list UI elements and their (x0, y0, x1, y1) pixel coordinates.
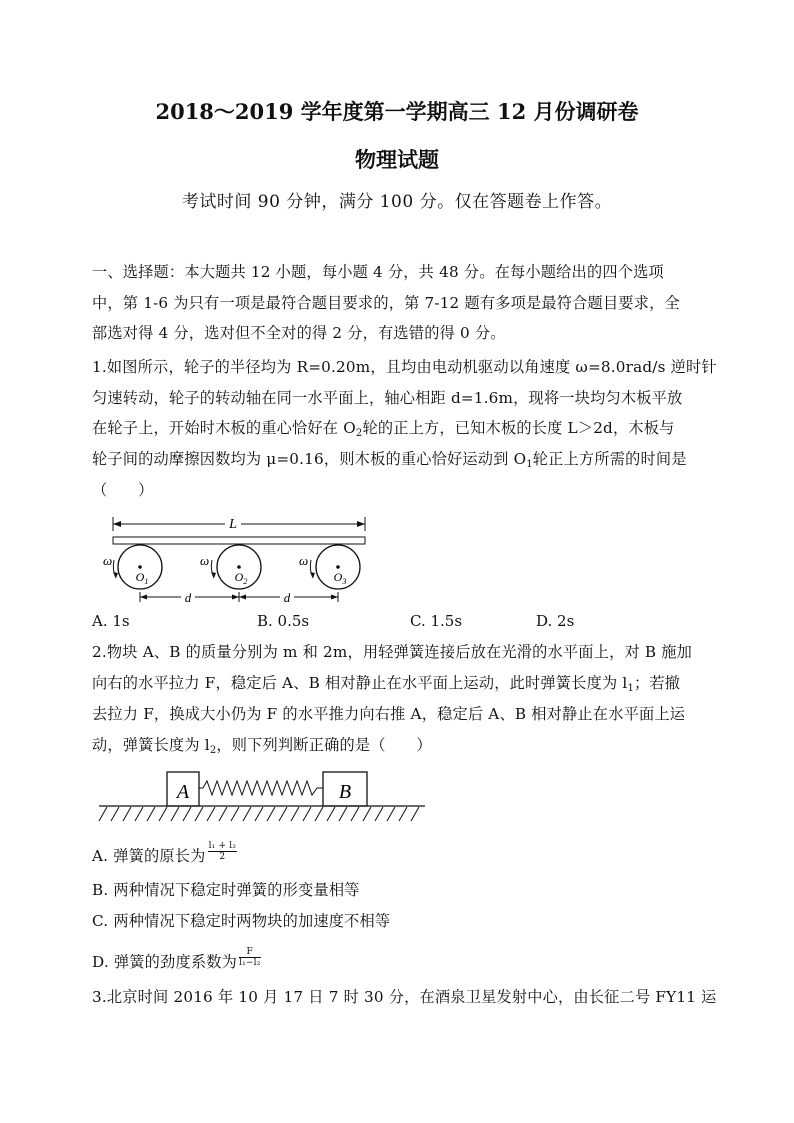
q2-option-a: A. 弹簧的原长为 $\frac{\text{l₁ + l₂}}{2}$ (92, 840, 237, 865)
exam-instructions: 考试时间 90 分钟，满分 100 分。仅在答题卷上作答。 (181, 192, 613, 212)
q2-option-d-fraction: $\frac{F}{\text{l₁−l₂}}$ (239, 946, 261, 968)
length-label: L (229, 517, 237, 532)
block-b-label: B (338, 781, 352, 803)
q1-option-d: D. 2s (536, 612, 575, 630)
q1-option-b: B. 0.5s (257, 612, 310, 630)
omega-label-1: ω (103, 553, 113, 568)
q1-option-c: C. 1.5s (410, 612, 463, 630)
q2-line-3: 去拉力 F，换成大小仍为 F 的水平推力向右推 A，稳定后 A、B 相对静止在水平面上运 (92, 705, 686, 723)
q1-line-2: 匀速转动，轮子的转动轴在同一水平面上，轴心相距 d=1.6m，现将一块均匀木板平放 (92, 389, 683, 407)
q2-line-1: 2.物块 A、B 的质量分别为 m 和 2m，用轻弹簧连接后放在光滑的水平面上，对 B 施加 (92, 643, 693, 661)
ground-hatching (99, 807, 419, 821)
d-label-2: d (283, 590, 291, 605)
q1-option-a: A. 1s (92, 612, 130, 630)
spring (199, 781, 323, 795)
q2-option-d: D. 弹簧的劲度系数为 $\frac{F}{\text{l₁−l₂}}$ (92, 946, 261, 971)
section-intro-line-1: 一、选择题：本大题共 12 小题，每小题 4 分，共 48 分。在每小题给出的四个选项 (92, 263, 664, 281)
block-a-label: A (176, 781, 190, 803)
wheel-label-o2: $O_2$ (234, 570, 248, 586)
q1-line-1: 1.如图所示，轮子的半径均为 R=0.20m，且均由电动机驱动以角速度 ω=8.0rad/s 逆时针 (92, 358, 717, 376)
q1-line-4: 轮子间的动摩擦因数均为 μ=0.16，则木板的重心恰好运动到 $O_1$轮正上方所需的时间是 (92, 450, 687, 470)
wheel-label-o3: $O_3$ (333, 570, 347, 586)
omega-label-2: ω (200, 553, 210, 568)
section-intro-line-3: 部选对得 4 分，选对但不全对的得 2 分，有选错的得 0 分。 (92, 324, 506, 342)
q2-line-2: 向右的水平拉力 F，稳定后 A、B 相对静止在水平面上运动，此时弹簧长度为 $l_1$；若撤 (92, 674, 681, 694)
q1-line-3: 在轮子上，开始时木板的重心恰好在 $O_2$轮的正上方，已知木板的长度 L＞2d，木板与 (92, 419, 675, 439)
q1-answer-paren: （ ） (92, 481, 154, 499)
q1-figure (95, 508, 385, 608)
q2-figure (95, 766, 430, 828)
q2-option-a-fraction: $\frac{\text{l₁ + l₂}}{2}$ (208, 840, 237, 862)
omega-label-3: ω (299, 553, 309, 568)
section-intro-line-2: 中，第 1-6 为只有一项是最符合题目要求的，第 7-12 题有多项是最符合题目要求，全 (92, 294, 680, 312)
q2-option-b: B. 两种情况下稳定时弹簧的形变量相等 (92, 881, 360, 899)
q2-line-4: 动，弹簧长度为 $l_2$，则下列判断正确的是（ ） (92, 736, 432, 756)
exam-title: 2018～2019 学年度第一学期高三 12 月份调研卷 (155, 99, 639, 124)
wheel-label-o1: $O_1$ (135, 570, 149, 586)
q2-option-c: C. 两种情况下稳定时两物块的加速度不相等 (92, 912, 391, 930)
subject-title: 物理试题 (355, 147, 439, 172)
d-label-1: d (184, 590, 192, 605)
q3-line-1: 3.北京时间 2016 年 10 月 17 日 7 时 30 分，在酒泉卫星发射中心，由长征二号 FY11 运 (92, 988, 717, 1006)
